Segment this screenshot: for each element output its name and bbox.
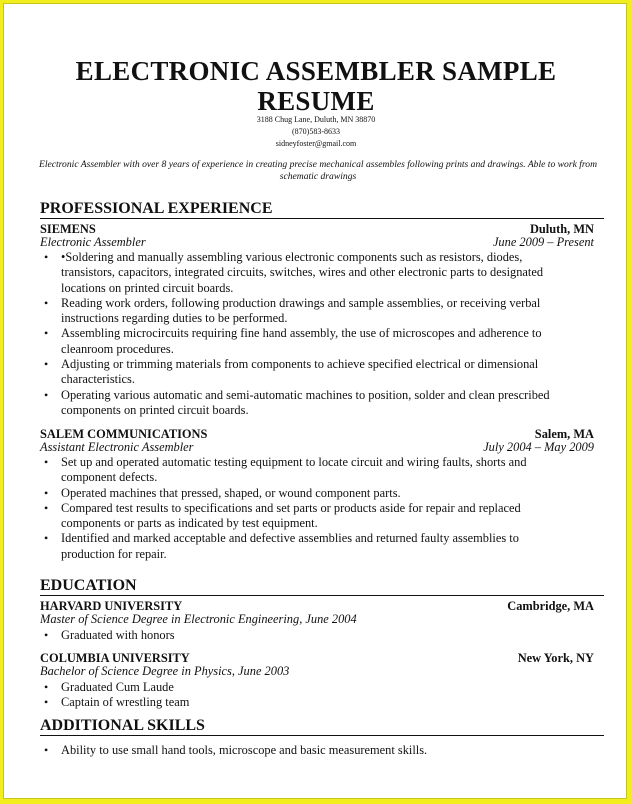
job-location: Duluth, MN	[529, 222, 594, 236]
bullet-icon: •	[44, 455, 49, 469]
resume-title-line2: RESUME	[257, 86, 375, 116]
bullet-text: Graduated with honors	[61, 628, 175, 642]
list-item	[40, 296, 570, 327]
contact-phone: (870)583-8633	[292, 127, 340, 136]
school-bullet-list	[40, 628, 570, 643]
skills-bullet-list	[40, 743, 570, 758]
school-degree: Master of Science Degree in Electronic Engineering, June 2004	[40, 612, 357, 626]
bullet-text: Operated machines that pressed, shaped, or wound component parts.	[61, 485, 401, 500]
bullet-icon: •	[44, 485, 49, 500]
bullet-icon: •	[44, 357, 49, 372]
list-item	[40, 743, 570, 758]
bullet-icon: •	[44, 695, 49, 710]
bullet-text: Ability to use small hand tools, microscope and basic measurement skills.	[61, 743, 428, 757]
job-dates: June 2009 – Present	[492, 235, 594, 249]
contact-address: 3188 Chug Lane, Duluth, MN 38870	[256, 115, 376, 124]
bullet-icon: •	[44, 500, 49, 515]
bullet-icon: •	[44, 295, 49, 310]
job-company: SIEMENS	[40, 222, 96, 236]
bullet-icon: •	[44, 326, 49, 341]
bullet-text: Compared test results to specifications and set parts or products aside for repair and replaced components or parts as indicated by test equipment.	[61, 500, 521, 531]
bullet-text: Graduated Cum Laude	[61, 680, 174, 694]
bullet-icon: •	[44, 387, 49, 402]
job-bullet-list	[40, 250, 570, 418]
bullet-icon: •	[44, 680, 49, 694]
list-item	[40, 695, 570, 710]
section-heading-experience: PROFESSIONAL EXPERIENCE	[40, 200, 604, 219]
job-role-row	[40, 236, 594, 249]
list-item	[40, 680, 570, 695]
bullet-text: Adjusting or trimming materials from components to achieve specified electrical or dimensional characteristics.	[61, 357, 539, 387]
bullet-text: Identified and marked acceptable and defective assemblies and returned faulty assemblies to production for repair.	[61, 531, 519, 561]
resume-page	[3, 3, 627, 799]
school-name: HARVARD UNIVERSITY	[40, 599, 183, 613]
list-item	[40, 455, 570, 486]
job-dates: July 2004 – May 2009	[483, 440, 594, 454]
job-role: Assistant Electronic Assembler	[40, 440, 194, 454]
school-degree-row	[40, 665, 594, 678]
section-heading-skills: ADDITIONAL SKILLS	[40, 717, 604, 736]
bullet-text: •Soldering and manually assembling various electronic components such as resistors, diodes, transistors, capacitors, integrated circuits, switches, wires and other electronic parts to designated locations on printed circuit boards.	[61, 250, 544, 295]
bullet-icon: •	[44, 250, 49, 264]
school-degree: Bachelor of Science Degree in Physics, June 2003	[40, 664, 290, 678]
list-item	[40, 250, 570, 296]
bullet-text: Operating various automatic and semi-automatic machines to position, solder and clean prescribed components on printed circuit boards.	[61, 387, 550, 417]
bullet-text: Assembling microcircuits requiring fine hand assembly, the use of microscopes and adherence to cleanroom procedures.	[61, 326, 542, 356]
job-bullet-list	[40, 455, 570, 562]
job-role-row	[40, 441, 594, 454]
list-item	[40, 486, 570, 501]
list-item	[40, 628, 570, 643]
bullet-text: Captain of wrestling team	[61, 695, 190, 710]
contact-email: sidneyfoster@gmail.com	[275, 139, 357, 148]
resume-title-line1: ELECTRONIC ASSEMBLER SAMPLE	[75, 56, 557, 86]
job-role: Electronic Assembler	[40, 235, 146, 249]
bullet-icon: •	[44, 743, 49, 757]
section-heading-education: EDUCATION	[40, 577, 604, 596]
bullet-text: Reading work orders, following production drawings and sample assemblies, or receiving verbal instructions regarding duties to be performed.	[61, 295, 541, 326]
summary-text: Electronic Assembler with over 8 years of experience in creating precise mechanical assembles following prints and drawings. Able to work from schematic drawings	[38, 159, 598, 182]
school-location: Cambridge, MA	[507, 599, 594, 613]
bullet-text: Set up and operated automatic testing equipment to locate circuit and wiring faults, shorts and component defects.	[61, 455, 527, 485]
list-item	[40, 357, 570, 388]
bullet-icon: •	[44, 531, 49, 546]
list-item	[40, 531, 570, 562]
job-location: Salem, MA	[534, 427, 594, 441]
list-item	[40, 388, 570, 419]
list-item	[40, 326, 570, 357]
job-company: SALEM COMMUNICATIONS	[40, 427, 208, 441]
school-location: New York, NY	[517, 651, 594, 665]
school-name: COLUMBIA UNIVERSITY	[40, 651, 190, 665]
list-item	[40, 501, 570, 532]
bullet-icon: •	[44, 628, 49, 642]
school-degree-row	[40, 613, 594, 626]
school-bullet-list	[40, 680, 570, 711]
